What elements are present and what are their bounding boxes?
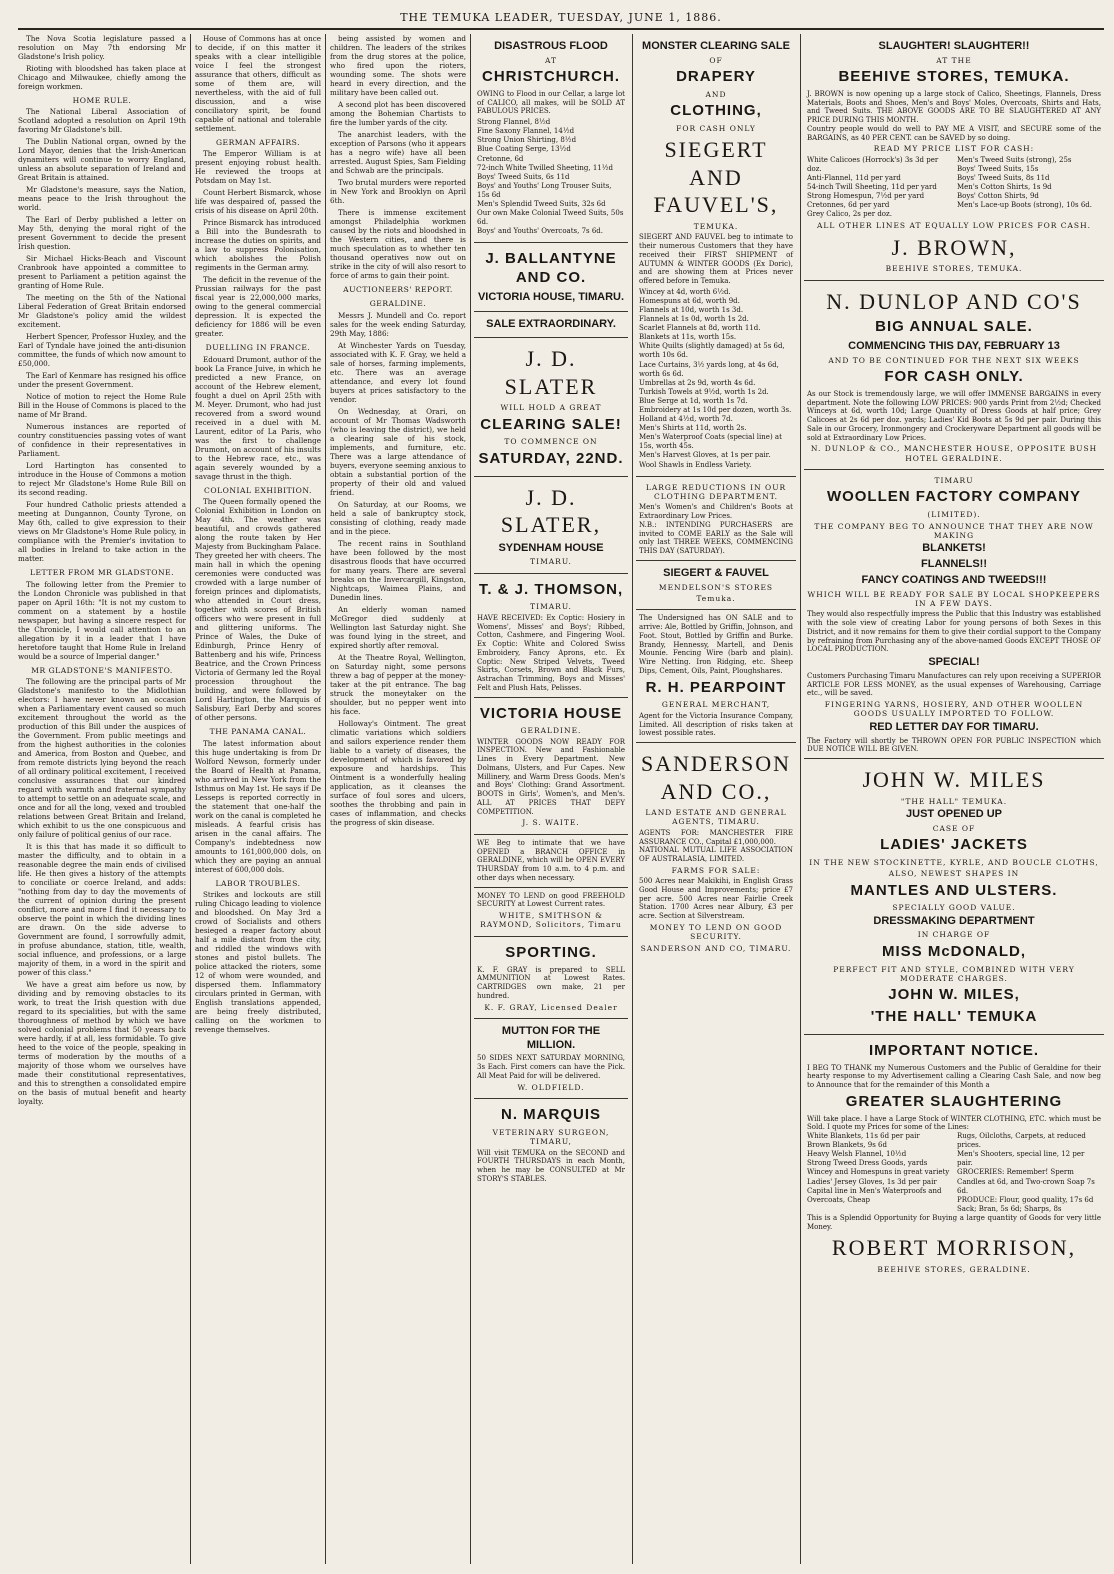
ad-headline: JOHN W. MILES, xyxy=(888,986,1020,1004)
article-text: Prince Bismarck has introduced a Bill into the Bundesrath to increase the duties on spirits, and a law to suppress Polonisation, which abolishes the Polish regiments in the German army. xyxy=(195,218,321,273)
list-item: Embroidery at 1s 10d per dozen, worth 3s. xyxy=(639,405,792,414)
ad-branch-office xyxy=(474,835,628,888)
article-text: Strikes and lockouts are still ruling Chicago leading to violence and bloodshed. On May 3rd a crowd of Socialists and others besieged a reaper factory about half a mile distant from the city, and riddled the windows with stones and pistol bullets. The police attacked the rioters, some 12 of whom were wounded, and dispersed them. Inflammatory circulars printed in German, with English translations appended, are being freely distributed, calling on the workmen to revenge themselves. xyxy=(195,890,321,1035)
ad-headline: N. DUNLOP AND CO'S xyxy=(826,288,1082,314)
article-text: Messrs J. Mundell and Co. report sales for the week ending Saturday, 29th May, 1886: xyxy=(330,310,466,338)
ad-caption: TIMARU xyxy=(934,476,974,486)
ad-body: This is a Splendid Opportunity for Buying a large quantity of Goods for very little Money. xyxy=(807,1213,1101,1231)
section-heading: THE PANAMA CANAL. xyxy=(209,727,307,737)
ad-headline: FOR CASH ONLY. xyxy=(884,368,1024,386)
list-item: Anti-Flannel, 11d per yard xyxy=(807,173,901,182)
list-item: Blankets at 11s, worth 15s. xyxy=(639,333,737,342)
ad-caption: LAND ESTATE AND GENERAL AGENTS, TIMARU. xyxy=(645,808,787,827)
ad-title: DISASTROUS FLOOD xyxy=(494,40,608,52)
article-text: being assisted by women and children. The leaders of the strikes from the drug stores at the police, who fired upon the rioters, wounding some. The shots were heard in every direction, and the military have been called out. xyxy=(330,34,466,97)
masthead xyxy=(18,6,1104,30)
ad-headline: WOOLLEN FACTORY COMPANY xyxy=(826,488,1082,506)
list-item: Our own Make Colonial Tweed Suits, 50s 6d. xyxy=(477,209,624,227)
article-text: Notice of motion to reject the Home Rule Bill in the House of Commons is placed to the name of Mr Brand. xyxy=(18,392,186,420)
article-text: Herbert Spencer, Professor Huxley, and the Earl of Tyndale have joined the anti-disunion committee, the funds of which now amount to £50,000. xyxy=(18,332,186,369)
article-text: We have a great aim before us now, by dividing and by removing obstacles to its work, to treat the Irish question with due regard to its specialities, but with the same thoroughness of method by which we have solved colonial problems that 50 years back were hardly, if at all, less formidable. To give heed to the voice of the people, speaking in terms of moderation by the mouths of a majority of those whom we ourselves have made their constitutional representatives, and this to strengthen a consolidated empire on the basis of mutual benefit and hearty loyalty. xyxy=(18,980,186,1107)
ad-body: J. BROWN is now opening up a large stock of Calico, Sheetings, Flannels, Dress Materials, Boots and Shoes, Men's and Boys' Moles, Overcoats, Shirts and Hats, and Tweed Suits. THE ABOVE GOODS ARE TO BE SLAUGHTERED AT ANY PRICE DURING THIS MONTH. xyxy=(807,89,1101,125)
ad-headline: J. BROWN, xyxy=(891,234,1017,260)
column-4-ads xyxy=(474,34,628,1564)
list-item: GROCERIES: Remember! Sperm Candles at 6d, and Two-crown Soap 7s 6d. xyxy=(957,1168,1095,1195)
article-text: House of Commons has at once to decide, if on this matter it speaks with a clear intelligible voice I feel the strongest assurance that others, difficult as some of them are, will nevertheless, with the aid of full discussion, and a wise conciliatory spirit, be found capable of national and tolerable settlement. xyxy=(195,34,321,133)
ad-caption: GENERAL MERCHANT, xyxy=(661,700,771,710)
list-item: Men's Splendid Tweed Suits, 32s 6d xyxy=(477,199,606,208)
ad-body: As our Stock is tremendously large, we will offer IMMENSE BARGAINS in every department. Note the following LOW PRICES: 900 yards Print from 2½d; Checked Winceys at 6d, worth 10d; Large Quantity of Dress Goods at half price; Grey Calicoes at 2s 6d per doz. yards; Ladies' Kid Boots at 5s 9d per pair. During this Sale in our Grocery, Ironmongery and Crockeryware Department all goods will be sold at Extraordinary Low Prices. xyxy=(807,389,1101,442)
ad-title: SALE EXTRAORDINARY. xyxy=(486,317,616,330)
ad-caption: FINGERING YARNS, HOSIERY, AND OTHER WOOLLEN GOODS USUALLY IMPORTED TO FOLLOW. xyxy=(824,700,1084,719)
ad-headline: JUST OPENED UP xyxy=(906,807,1002,820)
ad-title: SLAUGHTER! SLAUGHTER!! xyxy=(878,40,1030,52)
list-item: Men's Cotton Shirts, 1s 9d xyxy=(957,183,1052,192)
list-item: 54-inch Twill Sheeting, 11d per yard xyxy=(807,183,937,192)
ad-caption: AT THE xyxy=(936,55,972,65)
article-text: The Earl of Kenmare has resigned his office under the present Government. xyxy=(18,371,186,390)
ad-body: Agent for the Victoria Insurance Company, Limited. All description of risks taken at lowest possible rates. xyxy=(639,711,793,738)
ad-body: MONEY TO LEND on good FREEHOLD SECURITY at Lowest Current rates. xyxy=(477,891,625,909)
list-item: PRODUCE: Flour, good quality, 17s 6d Sack; Bran, 5s 6d; Sharps, 8s xyxy=(957,1195,1094,1213)
ad-headline: CHRISTCHURCH. xyxy=(482,68,620,86)
article-text: Holloway's Ointment. The great climatic variations which soldiers and sailors experience render them liable to a variety of diseases, the development of which is favored by exposure and hardships. This Ointment is a wonderfully healing application, as it cleanses the surface of foul sores and ulcers, soothes the throbbing and pain in cases of inflammation, and checks the progress of skin disease. xyxy=(330,718,466,827)
list-item: Holland at 4½d, worth 7d. xyxy=(639,415,733,424)
ad-dunlop xyxy=(804,281,1104,470)
ad-signature: SANDERSON AND CO, TIMARU. xyxy=(640,943,792,953)
section-heading: COLONIAL EXHIBITION. xyxy=(204,485,312,495)
ad-headline: SPECIAL! xyxy=(928,656,980,669)
article-text: The recent rains in Southland have been followed by the most disastrous floods that have occurred for many years. There are several breaks on the Invercargill, Kingston, Nightcaps, Waimea Plains, and Dunedin lines. xyxy=(330,538,466,602)
ad-headline: BLANKETS! xyxy=(922,542,986,555)
ad-miles xyxy=(804,759,1104,1035)
list-item: Grey Calico, 2s per doz. xyxy=(807,210,892,219)
section-heading: HOME RULE. xyxy=(72,96,132,105)
ad-body: I BEG TO THANK my Numerous Customers and the Public of Geraldine for their hearty response to my Advertisement calling a Clearing Cash Sale, and now beg to Announce that for the remainder of this Month a xyxy=(807,1063,1101,1090)
ad-headline: SPORTING. xyxy=(505,943,597,961)
ad-headline: T. & J. THOMSON, xyxy=(478,580,624,598)
article-text: A second plot has been discovered among the Bohemian Chartists to fire the lumber yards of the city. xyxy=(330,100,466,127)
list-item: Strong Union Shirting, 8½d xyxy=(477,136,577,145)
ad-body: WINTER GOODS NOW READY FOR INSPECTION. New and Fashionable Lines in Every Department. New Dolmans, Ulsters, and Fur Capes. New Millinery, and Warm Dress Goods. Men's and Boys' Clothing: Grand Assortment. BOOTS in Girls', Women's, and Men's. ALL AT PRICES THAT DEFY COMPETITION. xyxy=(477,737,625,816)
list-item: Boys' Tweed Suits, 8s 11d xyxy=(957,173,1050,182)
ad-body: They would also respectfully impress the Public that this Industry was established with the sole view of creating Labor for young persons of both Sexes in this District, and it now remains for them to give their cordial support to the Company by refraining from Purchasing any of the above-named Goods EXCEPT THOSE OF LOCAL PRODUCTION. xyxy=(807,610,1101,654)
ad-caption: AND TO BE CONTINUED FOR THE NEXT SIX WEEKS xyxy=(828,355,1080,365)
article-text: On Saturday, at our Rooms, we held a sale of bankruptcy stock, consisting of clothing, ready made and in the piece. xyxy=(330,499,466,536)
ad-headline: BIG ANNUAL SALE. xyxy=(875,318,1033,336)
ad-headline: J. BALLANTYNE AND CO. xyxy=(485,250,617,287)
ad-headline: 'THE HALL' TEMUKA xyxy=(870,1008,1038,1026)
ad-body: HAVE RECEIVED: Ex Coptic: Hosiery in Womens', Misses' and Boys'; Ribbed, Cotton, Cashmere, and Fingering Wool. Ex Coptic: White and Colored Swiss Embroidery, Fancy Aprons, etc. Ex Coptic: New Striped Velvets, Tweed Skirts, Corsets, Brown and Black Furs, Astrachan Trimming, Boys and Misses' Felt and Plush Hats, Pelisses. xyxy=(477,613,625,692)
list-item: Wool Shawls in Endless Variety. xyxy=(639,460,752,469)
article-text: It is this that has made it so difficult to master the difficulty, and to obtain in a reasonable degree the main ends of civilised life. He then gives a history of the attempts to conciliate or coerce Ireland, and adds: "nothing from day to day the movements of the current of opinion during the present conflict, more and more I find it necessary to observe the point in which the dividing lines are drawn. On the side adverse to Government are found, I sorrowfully admit, in profuse abundance, station, title, wealth, social influence, and professions, or a large majority of them, in a word in the spirit and power of this class." xyxy=(18,842,186,978)
article-text: There is immense excitement amongst Philadelphia workmen caused by the riots and bloodshed in the Western cities, and there is much speculation as to whether ten thousand operatives now out on strike in the city of will also resort to force of arms to gain their point. xyxy=(330,208,466,280)
column-rule xyxy=(190,34,191,1564)
ad-list xyxy=(477,118,625,236)
section-heading: DUELLING IN FRANCE. xyxy=(205,343,311,353)
ad-headline: COMMENCING THIS DAY, FEBRUARY 13 xyxy=(848,339,1060,352)
price-list xyxy=(807,156,1101,220)
ad-caption: SYDENHAM HOUSE xyxy=(498,541,604,554)
list-item: Lace Curtains, 3½ yards long, at 4s 6d, worth 6s 6d. xyxy=(639,360,779,378)
ad-body: Will take place. I have a Large Stock of WINTER CLOTHING, ETC. which must be Sold. I quote my Prices for some of the Lines: xyxy=(807,1114,1101,1132)
article-text: The Queen formally opened the Colonial Exhibition in London on May 4th. The weather was beautiful, and crowds gathered along the route taken by Her Majesty from Buckingham Palace. They greeted her with cheers. The main hall in which the opening ceremonies were conducted was crowded with a large number of foreign princes and diplomatists, who attended in Court dress, together with scores of British officers who were present in full and glittering uniforms. The Prince of Wales, the Duke of Edinburgh, Prince Henry of Battenberg and his wife, Princess Beatrice, and the Crown Princess Victoria of Germany led the Royal procession throughout the building, and were followed by Lord Hartington, the Marquis of Salisbury, Earl Derby and scores of other persons. xyxy=(195,497,321,723)
article-text: Edouard Drumont, author of the book La France Juive, in which he predicted a new France, on account of the Hebrew element, fought a duel on April 25th with M. Meyer. Drumont, who had just recovered from a sword wound received in a duel with M. Laurent, editor of La Paris, who was the first to challenge Drumont, on account of his insults to the Hebrew race, etc., was again severely wounded by a savage thrust in the thigh. xyxy=(195,354,321,481)
article-text: The following letter from the Premier to the London Chronicle was published in that paper on April 16th: "It is not my custom to comment on a statement by a hostile newspaper, but having a sincere respect for the Chronicle, I would call attention to an allegation by it in a leader that I have heretofore taught that Home Rule in Ireland would be a source of Imperial danger." xyxy=(18,579,186,661)
ad-signature: W. OLDFIELD. xyxy=(517,1082,585,1092)
ad-title: MONEY TO LEND ON GOOD SECURITY. xyxy=(649,922,783,942)
ad-headline: GREATER SLAUGHTERING xyxy=(845,1092,1063,1110)
ad-title: MONSTER CLEARING SALE xyxy=(642,40,790,52)
ad-headline: VICTORIA HOUSE xyxy=(479,704,623,722)
column-rule xyxy=(800,34,801,1564)
article-text: The latest information about this huge undertaking is from Dr Wolford Newson, formerly under the Board of Health at Panama, who arrived in New York from the Isthmus on May 1st. He says if De Lesseps is reported correctly in the statement that one-half the work on the canal is completed he misleads. A fearful crisis has arisen in the canal affairs. The Company's indebtedness now amounts to 161,000,000 dols, on which they are paying an annual interest of 600,000 dols. xyxy=(195,738,321,874)
column-6-ads xyxy=(804,34,1104,1564)
list-item: Strong Flannel, 8½d xyxy=(477,118,551,127)
ad-body: 500 Acres near Makikihi, in English Grass Good House and Improvements; price £7 per acre. 500 Acres near Fairlie Creek Station. 1700 Acres near Albury, £3 per acre. Section at Silverstream. xyxy=(639,877,793,921)
article-text: Lord Hartington has consented to introduce in the House of Commons a motion to reject Mr Gladstone's Home Rule Bill on its second reading. xyxy=(18,461,186,498)
price-list-right xyxy=(957,156,1101,220)
list-item: Men's Harvest Gloves, at 1s per pair. xyxy=(639,451,771,460)
ad-caption: WILL HOLD A GREAT xyxy=(500,403,602,413)
section-heading: LETTER FROM MR GLADSTONE. xyxy=(29,568,175,578)
column-5-ads xyxy=(636,34,796,1564)
ad-caption: GERALDINE. xyxy=(520,726,582,736)
ad-headline: RED LETTER DAY FOR TIMARU. xyxy=(869,720,1039,733)
list-item: Men's Tweed Suits (strong), 25s xyxy=(957,155,1072,164)
list-item: 72-inch White Twilled Sheeting, 11½d xyxy=(477,163,614,172)
ad-headline: IMPORTANT NOTICE. xyxy=(868,1041,1040,1059)
ad-headline: SIEGERT AND FAUVEL'S, xyxy=(653,137,779,218)
list-item: Strong Tweed Dress Goods, yards xyxy=(807,1159,928,1168)
list-item: Umbrellas at 2s 9d, worth 4s 6d. xyxy=(639,378,756,387)
article-text: Two brutal murders were reported in New York and Brooklyn on April 6th. xyxy=(330,178,466,205)
ad-caption: WHICH WILL BE READY FOR SALE BY LOCAL SHOPKEEPERS IN A FEW DAYS. xyxy=(807,589,1101,608)
price-list-left xyxy=(807,156,951,220)
ad-woollen-factory xyxy=(804,470,1104,759)
ad-caption: (LIMITED). xyxy=(927,510,981,520)
article-text: The National Liberal Association of Scotland adopted a resolution on April 19th favoring Mr Gladstone's bill. xyxy=(18,107,186,135)
ad-headline: MUTTON FOR THE MILLION. xyxy=(501,1024,601,1051)
list-item: Boys' Tweed Suits, 6s 11d xyxy=(477,172,570,181)
ad-caption: Temuka. xyxy=(696,594,736,603)
ad-headline: CLOTHING, xyxy=(670,102,762,120)
list-item: Cretonne, 6d xyxy=(477,154,524,163)
ad-headline: JOHN W. MILES xyxy=(862,767,1046,793)
article-text: At the Theatre Royal, Wellington, on Saturday night, some persons threw a bag of pepper at the money-taker at the pit entrance. The bag struck the moneytaker on the shoulder, but no pepper went into his face. xyxy=(330,652,466,716)
price-list xyxy=(807,1132,1101,1214)
list-item: Boys' and Youths' Long Trouser Suits, 15s 6d xyxy=(477,181,612,199)
ad-headline: MANTLES AND ULSTERS. xyxy=(850,881,1058,899)
list-item: Homespuns at 6d, worth 9d. xyxy=(639,296,740,305)
list-item: Boys' and Youths' Overcoats, 7s 6d. xyxy=(477,227,604,236)
ad-body: Customers Purchasing Timaru Manufactures can rely upon receiving a SUPERIOR ARTICLE FOR LESS MONEY, as the usual expenses of Warehousing, Carriage etc., will be saved. xyxy=(807,671,1101,698)
article-text: At Winchester Yards on Tuesday, associated with K. F. Gray, we held a sale of horses, farming implements, etc. There was an average attendance, and every lot found buyers at prices satisfactory to the vendor. xyxy=(330,340,466,404)
ad-caption: PERFECT FIT AND STYLE, COMBINED WITH VERY MODERATE CHARGES. xyxy=(833,964,1075,983)
ad-body: The Factory will shortly be THROWN OPEN FOR PUBLIC INSPECTION which DUE NOTICE WILL BE GIVEN. xyxy=(807,736,1101,754)
list-item: Wincey and Homespuns in great variety xyxy=(807,1168,950,1177)
ad-reductions xyxy=(636,477,796,561)
ad-sporting xyxy=(474,937,628,1019)
column-rule xyxy=(325,34,326,1564)
list-item: Men's Lace-up Boots (strong), 10s 6d. xyxy=(957,201,1092,210)
article-text: On Wednesday, at Orari, on account of Mr Thomas Wadsworth (who is leaving the district), we held a clearing sale of his stock, implements, and furniture, etc. There was a large attendance of buyers, everyone seeming anxious to obtain a substantial portion of the property of their old and valued friend. xyxy=(330,406,466,497)
list-item: Fine Saxony Flannel, 14½d xyxy=(477,127,575,136)
list-item: Blue Coating Serge, 13½d xyxy=(477,145,571,154)
column-rule xyxy=(632,34,633,1564)
price-list-right xyxy=(957,1132,1101,1214)
ad-siegert-fauvel xyxy=(636,561,796,611)
ad-headline: CLEARING SALE! xyxy=(480,415,622,433)
price-list-left xyxy=(807,1132,951,1214)
column-3 xyxy=(330,34,466,1564)
ad-victoria-house xyxy=(474,698,628,835)
article-text: The Emperor William is at present enjoying robust health. He reviewed the troops at Potsdam on May 1st. xyxy=(195,149,321,186)
ad-headline: SIEGERT & FAUVEL xyxy=(663,566,769,579)
list-item: Capital line in Men's Waterproofs and Overcoats, Cheap xyxy=(807,1186,942,1204)
ad-caption: OF xyxy=(709,55,723,65)
article-text: Four hundred Catholic priests attended a meeting at Dungannon, County Tyrone, on May 6th, called to give expression to their views on Mr Gladstone's Home Rule policy, in compliance with the Premier's invitation to all bodies in Ireland to take action in the matter. xyxy=(18,500,186,564)
list-item: Men's Shirts at 11d, worth 2s. xyxy=(639,424,747,433)
list-item: Boys' Cotton Shirts, 9d xyxy=(957,192,1039,201)
ad-slater xyxy=(474,338,628,476)
ad-caption: BEEHIVE STORES, GERALDINE. xyxy=(877,1264,1031,1274)
article-text: Count Herbert Bismarck, whose life was despaired of, passed the crisis of his disease on April 20th. xyxy=(195,188,321,216)
ad-caption: TEMUKA. xyxy=(693,221,739,231)
list-item: Ladies' Jersey Gloves, 1s 3d per pair xyxy=(807,1177,937,1186)
ad-caption: VETERINARY SURGEON, TIMARU, xyxy=(492,1127,610,1147)
masthead-title: THE TEMUKA LEADER, TUESDAY, JUNE 1, 1886. xyxy=(400,11,722,24)
article-text: The following are the principal parts of Mr Gladstone's manifesto to the Midlothian electors: I have never known an occasion when a Parliamentary event caused so much excitement throughout the world as the production of this Bill under the auspices of the Government. From public meetings and from the highest authorities in the colonies and America, from Boston and Quebec, and from remote districts lying beyond the reach of all ordinary political excitement, I received conclusive assurances that our kindred regard with warmth and fraternal sympathy to attempt to settle on an adequate scale, and once and for all the long, vexed and troubled relations between Great Britain and Ireland, which exhibit to us the one conspicuous and only failure of political genius of our race. xyxy=(18,677,186,840)
ad-slaughter xyxy=(804,34,1104,281)
ad-title: FARMS FOR SALE: xyxy=(671,865,761,875)
section-heading: GERMAN AFFAIRS. xyxy=(215,138,301,147)
ad-caption: IN THE NEW STOCKINETTE, KYRLE, AND BOUCLE CLOTHS, xyxy=(809,857,1099,867)
ad-caption: TO COMMENCE ON xyxy=(504,437,598,447)
list-item: Wincey at 4d, worth 6½d. xyxy=(639,287,731,296)
article-text: The anarchist leaders, with the exception of Parsons (who it appears has a negro wife) have all been arrested. August Spies, Sam Fielding and Schwab are the principals. xyxy=(330,130,466,175)
section-heading: LABOR TROUBLES. xyxy=(215,878,301,888)
article-text: Mr Gladstone's measure, says the Nation, means peace to the Irish throughout the world. xyxy=(18,185,186,213)
ad-list xyxy=(639,288,793,470)
ad-flood xyxy=(474,34,628,243)
ad-body: 50 SIDES NEXT SATURDAY MORNING, 3s Each. First comers can have the Pick. All Meat Paid for will be delivered. xyxy=(477,1054,625,1080)
article-text: Sir Michael Hicks-Beach and Viscount Cranbrook have appointed a committee to present to Parliament a petition against the granting of Home Rule. xyxy=(18,254,186,291)
ad-headline: R. H. PEARPOINT xyxy=(645,678,787,696)
list-item: Flannels at 1s 0d, worth 1s 2d. xyxy=(639,315,749,324)
list-item: Strong Homespun, 7½d per yard xyxy=(807,192,925,201)
list-item: Cretonnes, 6d per yard xyxy=(807,201,890,210)
list-item: Men's Waterproof Coats (special line) at 15s, worth 45s. xyxy=(639,433,782,451)
ad-body: NATIONAL MUTUAL LIFE ASSOCIATION OF AUSTRALASIA, LIMITED. xyxy=(639,846,793,863)
ad-headline: SANDERSON AND CO., xyxy=(640,751,792,804)
ad-body: K. F. GRAY is prepared to SELL AMMUNITION at Lowest Rates. CARTRIDGES own make, 21 per hundred. xyxy=(477,965,625,1000)
ad-caption: BEEHIVE STORES, TEMUKA. xyxy=(885,264,1023,274)
list-item: White Blankets, 11s 6d per pair xyxy=(807,1132,920,1141)
ad-caption: FOR CASH ONLY xyxy=(676,124,756,133)
article-text: The deficit in the revenue of the Prussian railways for the past fiscal year is 22,000,000 marks, owing to the general commercial depression. It is expected the deficiency for 1886 will be even greater. xyxy=(195,275,321,339)
ad-caption: MENDELSON'S STORES xyxy=(658,582,774,592)
ad-body: OWING to Flood in our Cellar, a large lot of CALICO, all makes, will be SOLD AT FABULOUS PRICES. xyxy=(477,89,625,116)
ad-body: The Undersigned has ON SALE and to arrive: Ale, Bottled by Griffin, Johnson, and Foot. Stout, Bottled by Griffin and Burke. Brandy, Hennessy, Martell, and Denis Mounie. Fencing Wire (barb and plain). Wire Netting. Iron Ridging, etc. Sheep Dips, Cement, Oils, Paint, Ploughshares. xyxy=(639,614,793,675)
ad-ballantyne xyxy=(474,243,628,311)
ad-sanderson xyxy=(636,743,796,959)
ad-headline: BEEHIVE STORES, TEMUKA. xyxy=(838,68,1070,86)
article-text: The Dublin National organ, owned by the Lord Mayor, denies that the Irish-American dynamiters will continue to worry England, unless an absolute separation of Ireland and Great Britain is attained. xyxy=(18,137,186,183)
list-item: Rugs, Oilcloths, Carpets, at reduced prices. xyxy=(957,1132,1086,1150)
ad-caption: THE COMPANY BEG TO ANNOUNCE THAT THEY ARE NOW MAKING xyxy=(814,521,1094,540)
column-2 xyxy=(195,34,321,1564)
ad-headline: ROBERT MORRISON, xyxy=(831,1235,1077,1261)
ad-caption: CASE OF xyxy=(932,823,976,833)
ad-caption: ALL OTHER LINES AT EQUALLY LOW PRICES FOR CASH. xyxy=(816,221,1091,231)
section-heading: MR GLADSTONE'S MANIFESTO. xyxy=(31,665,173,675)
ad-body: Will visit TEMUKA on the SECOND and FOURTH THURSDAYS in each Month, when he may be CONSULTED at Mr STORY'S STABLES. xyxy=(477,1148,625,1183)
ad-body: Country people would do well to PAY ME A VISIT, and SECURE some of the BARGAINS, as 40 PER CENT. can be SAVED by so doing. xyxy=(807,124,1101,142)
ad-caption: VICTORIA HOUSE, TIMARU. xyxy=(477,290,625,303)
ad-monster-clearing xyxy=(636,34,796,477)
ad-money-to-lend xyxy=(474,888,628,937)
ad-caption: "THE HALL" TEMUKA. xyxy=(900,796,1008,806)
ad-caption: AND xyxy=(705,89,727,99)
ad-body: WE Beg to intimate that we have OPENED a BRANCH OFFICE in GERALDINE, which will be OPEN EVERY THURSDAY from 10 a.m. to 4 p.m. and other days when necessary. xyxy=(477,838,625,882)
ad-signature: N. DUNLOP & CO., MANCHESTER HOUSE, OPPOSITE BUSH HOTEL GERALDINE. xyxy=(810,444,1098,463)
article-text: An elderly woman named McGregor died suddenly at Wellington last Saturday night. She was found lying in the street, and expired shortly after removal. xyxy=(330,604,466,650)
ad-headline: MISS McDONALD, xyxy=(881,942,1026,960)
ad-caption: IN CHARGE OF xyxy=(917,930,991,940)
ad-headline: FANCY COATINGS AND TWEEDS!!! xyxy=(861,573,1047,586)
ad-headline: J. D. SLATER, xyxy=(500,484,602,538)
ad-slater-sydenham xyxy=(474,477,628,574)
list-item: White Quilts (slightly damaged) at 5s 6d, worth 10s 6d. xyxy=(639,342,785,360)
ad-caption: TIMARU. xyxy=(530,602,572,612)
ad-headline: SATURDAY, 22ND. xyxy=(478,449,624,467)
ad-caption: ALSO, NEWEST SHAPES IN xyxy=(888,869,1020,879)
list-item: White Calicoes (Horrock's) 3s 3d per doz. xyxy=(807,155,939,173)
ad-important-notice xyxy=(804,1035,1104,1280)
column-1 xyxy=(18,34,186,1564)
list-item: Heavy Welsh Flannel, 10½d xyxy=(807,1150,907,1159)
article-text: The Earl of Derby published a letter on May 5th, denying the moral right of the present Government to decide the present Irish question. xyxy=(18,215,186,252)
ad-thomson xyxy=(474,574,628,698)
ad-signature: WHITE, SMITHSON & RAYMOND, Solicitors, Timaru xyxy=(480,911,622,930)
ad-headline: N. MARQUIS xyxy=(501,1106,601,1124)
list-item: Men's Shooters, special line, 12 per pair. xyxy=(957,1150,1085,1168)
ad-headline: LADIES' JACKETS xyxy=(880,836,1028,854)
ad-body: SIEGERT AND FAUVEL beg to intimate to their numerous Customers that they have received their FIRST SHIPMENT of AUTUMN & WINTER GOODS (Ex Doric), and are showing them at Prices never offered before in Temuka. xyxy=(639,233,793,285)
list-item: Blue Serge at 1d, worth 1s 7d. xyxy=(639,396,748,405)
ad-caption: SPECIALLY GOOD VALUE. xyxy=(892,903,1016,913)
ad-body: Men's Women's and Children's Boots at Extraordinary Low Prices. xyxy=(639,503,793,521)
ad-title: LARGE REDUCTIONS IN OUR CLOTHING DEPARTMENT. xyxy=(645,482,787,501)
list-item: Flannels at 10d, worth 1s 3d. xyxy=(639,305,744,314)
ad-headline: DRAPERY xyxy=(676,68,756,86)
list-item: Scarlet Flannels at 8d, worth 11d. xyxy=(639,324,761,333)
section-heading: AUCTIONEERS' REPORT. xyxy=(343,285,453,294)
ad-signature: K. F. GRAY, Licensed Dealer xyxy=(484,1002,618,1012)
ad-body: N.B.: INTENDING PURCHASERS are invited to COME EARLY as the Sale will only last THREE WEEKS, COMMENCING THIS DAY (SATURDAY). xyxy=(639,520,793,556)
ad-caption: TIMARU. xyxy=(530,557,572,567)
ad-pearpoint xyxy=(636,610,796,743)
article-text: Numerous instances are reported of country constituencies passing votes of want of confidence in their representatives in Parliament. xyxy=(18,422,186,459)
article-text: Rioting with bloodshed has taken place at Chicago and Milwaukee, chiefly among the foreign workmen. xyxy=(18,64,186,91)
ad-caption: AT xyxy=(544,55,557,65)
article-text: The meeting on the 5th of the National Liberal Federation of Great Britain endorsed Mr Gladstone's policy amid the wildest excitement. xyxy=(18,293,186,330)
article-text: The Nova Scotia legislature passed a resolution on May 7th endorsing Mr Gladstone's Irish policy. xyxy=(18,34,186,61)
ad-headline: DRESSMAKING DEPARTMENT xyxy=(873,914,1035,927)
ad-headline: FLANNELS!! xyxy=(921,558,987,571)
list-item: Turkish Towels at 9½d, worth 1s 2d. xyxy=(639,387,769,396)
ad-body: AGENTS FOR: MANCHESTER FIRE ASSURANCE CO., Capital £1,000,000. xyxy=(639,828,793,846)
list-item: Boys' Tweed Suits, 15s xyxy=(957,164,1039,173)
ad-title: READ MY PRICE LIST FOR CASH: xyxy=(873,144,1035,154)
ad-headline: J. D. SLATER xyxy=(504,346,598,399)
ad-signature: J. S. WAITE. xyxy=(522,818,580,828)
ad-mutton xyxy=(474,1019,628,1099)
list-item: Brown Blankets, 9s 6d xyxy=(807,1141,887,1150)
column-rule xyxy=(470,34,471,1564)
ad-sale-extraordinary xyxy=(474,312,628,339)
ad-marquis xyxy=(474,1099,628,1188)
section-subheading: GERALDINE. xyxy=(369,299,427,309)
